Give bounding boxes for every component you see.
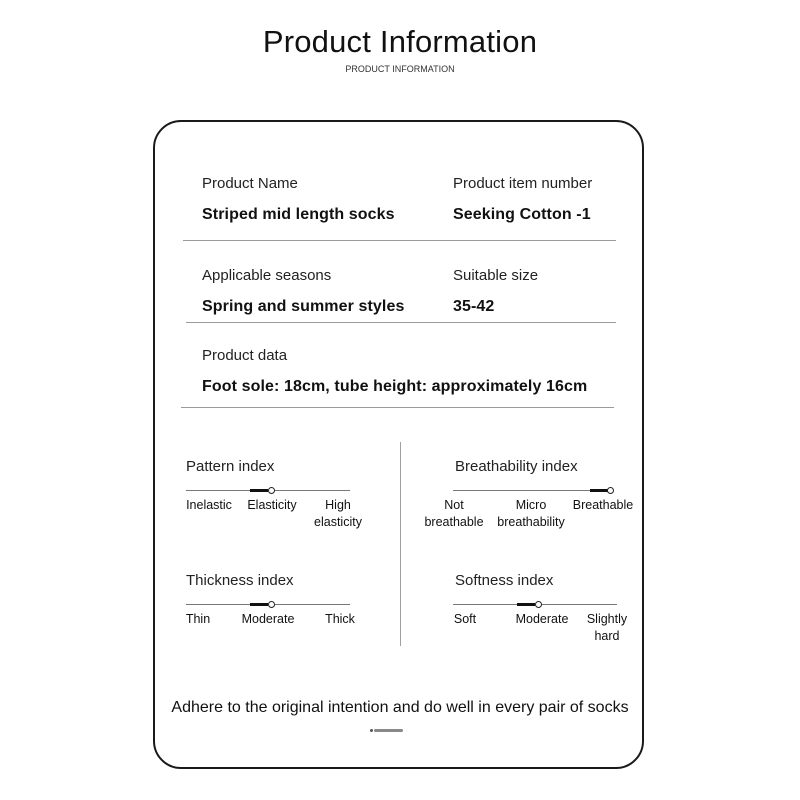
slider-fill [590,489,608,492]
home-indicator-bar [374,729,403,732]
page-subtitle: PRODUCT INFORMATION [345,64,455,74]
size-label: Suitable size [453,267,539,284]
breathability-index-slider [453,485,614,497]
thickness-tick-mid: Moderate [241,612,295,626]
thickness-tick-high: Thick [325,612,355,626]
thickness-tick-low: Thin [185,612,211,626]
seasons-label: Applicable seasons [202,267,332,284]
product-name-value: Striped mid length socks [202,206,395,223]
footer-slogan: Adhere to the original intention and do well in every pair of socks [171,699,629,716]
softness-tick-low: Soft [453,612,477,626]
seasons-value: Spring and summer styles [202,298,405,315]
product-data-label: Product data [202,347,288,364]
divider [183,240,616,241]
breathability-tick-high: Breathable [572,498,634,512]
softness-tick-high: Slightly hard [586,612,628,643]
divider [186,322,616,323]
softness-tick-mid: Moderate [515,612,569,626]
breathability-tick-low: Not breathable [424,498,484,529]
size-value: 35-42 [453,298,495,315]
thickness-index-title: Thickness index [186,572,294,589]
slider-knob [607,487,614,494]
slider-fill [250,489,268,492]
slider-knob [268,487,275,494]
home-indicator-dot [370,729,373,732]
page-title: Product Information [262,24,538,59]
item-number-label: Product item number [453,175,593,192]
divider [181,407,614,408]
pattern-index-title: Pattern index [186,458,275,475]
softness-index-slider [453,599,617,611]
softness-index-title: Softness index [455,572,554,589]
breathability-index-title: Breathability index [455,458,578,475]
slider-knob [268,601,275,608]
pattern-tick-low: Inelastic [186,498,232,512]
slider-fill [250,603,268,606]
pattern-tick-high: High elasticity [314,498,362,529]
pattern-index-slider [186,485,350,497]
product-data-value: Foot sole: 18cm, tube height: approximately 16cm [202,378,588,395]
vertical-divider [400,442,401,646]
product-name-label: Product Name [202,175,298,192]
thickness-index-slider [186,599,350,611]
breathability-tick-mid: Micro breathability [497,498,565,529]
slider-knob [535,601,542,608]
item-number-value: Seeking Cotton -1 [453,206,591,223]
slider-fill [517,603,535,606]
pattern-tick-mid: Elasticity [247,498,297,512]
